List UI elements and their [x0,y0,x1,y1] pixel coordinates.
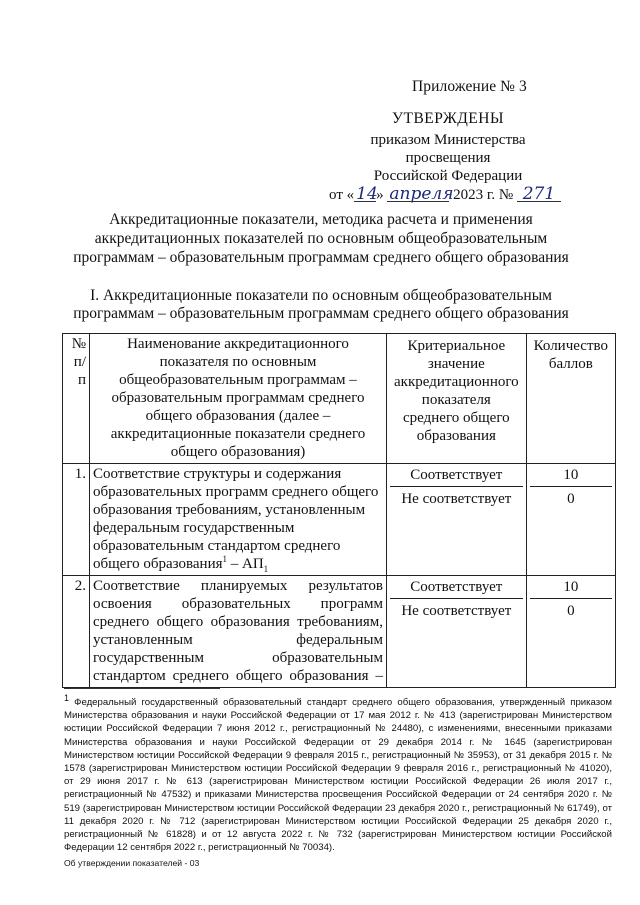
criterion-value: Не соответствует [401,603,512,619]
score-value: 0 [567,603,575,619]
document-title: Аккредитационные показатели, методика расчета и применения аккредитационных показателей по основным общеобразовательным программам – образовательным программам среднего общего образования [73,211,569,266]
header-number: № п/п [63,334,90,464]
date-prefix: от « [329,187,355,203]
approved-title: УТВЕРЖДЕНЫ [392,110,504,127]
header-score-text: Количество баллов [533,338,608,372]
footnote [64,692,612,854]
table-header-row [63,334,616,464]
indicators-table [62,333,616,688]
header-score [526,334,615,464]
table-row [63,464,616,576]
footnote-ref: 1 [222,554,227,564]
appendix-number: Приложение № 3 [412,78,527,95]
indicator-code-index: 1 [263,564,269,574]
row-number: 2. [63,576,90,688]
order-date-line [324,185,566,204]
criterion-value: Не соответствует [401,491,512,507]
footnote-text: Федеральный государственный образовательный стандарт среднего общего образования, утвержденный приказом Министерства образования и науки Российской Федерации от 17 мая 2012 г. № 413 (зарегистрирован Министерством юстиции Российской Федерации 7 июня 2012 г., регистрационный № 24480), с изменениями, внесенными приказами Министерства образования и науки Российской Федерации от 29 декабря 2014 г. № 1645 (зарегистрирован Министерством юстиции Российской Федерации 9 февраля 2015 г., регистрационный № 35953), от 31 декабря 2015 г. № 1578 (зарегистрирован Министерством юстиции Российской Федерации 9 февраля 2016 г., регистрационный № 41020), от 29 июня 2017 г. № 613 (зарегистрирован Министерством юстиции Российской Федерации 26 июля 2017 г., регистрационный № 47532) и приказами Министерства просвещения Российской Федерации от 24 сентября 2020 г. № 519 (зарегистрирован Министерством юстиции Российской Федерации 23 декабря 2020 г., регистрационный № 61749), от 11 декабря 2020 г. № 712 (зарегистрирован Министерством юстиции Российской Федерации 25 декабря 2020 г., регистрационный № 61828) и от 12 августа 2022 г. № 732 (зарегистрирован Министерством юстиции Российской Федерации 12 сентября 2022 г., регистрационный № 70034). [64,697,612,854]
row-indicator-text: Соответствие структуры и содержания образовательных программ среднего общего образования требованиям, установленным федеральным государственным образовательным стандартом среднего общего образования [93,466,379,572]
date-quote: » [376,187,384,203]
row-criteria [387,576,527,688]
date-year: 2023 г. № [449,187,517,203]
header-criterion [387,334,527,464]
score-value: 10 [530,577,612,599]
table-row [63,576,616,688]
footer-document-id: Об утверждении показателей - 03 [64,858,200,868]
criterion-value: Соответствует [390,465,523,487]
score-value: 0 [567,491,575,507]
order-issuer-line2: Российской Федерации [373,168,523,184]
indicator-code: – АП [227,556,264,572]
row-scores [526,464,615,576]
handwritten-order-number: 271 [517,185,561,203]
criterion-value: Соответствует [390,577,523,599]
order-issuer-line1: приказом Министерства просвещения [370,132,526,166]
row-indicator-name [90,464,387,576]
section-heading: I. Аккредитационные показатели по основным общеобразовательным программам – образовательным программам среднего общего образования [73,287,569,322]
row-number: 1. [63,464,90,576]
score-value: 10 [530,465,612,487]
footnote-divider [64,688,220,689]
approval-stamp-block [330,110,566,204]
handwritten-month: апреля [389,184,454,204]
header-name: Наименование аккредитационного показателя по основным общеобразовательным программам – образовательным программам среднего общего образования (далее – аккредитационные показатели среднего общего образования) [90,334,387,464]
handwritten-day: 14 [356,184,378,204]
header-criterion-text: Критериальное значение аккредитационного показателя среднего общего образования [394,338,519,444]
row-criteria [387,464,527,576]
row-scores [526,576,615,688]
footnote-marker: 1 [64,692,70,703]
row-indicator-name: Соответствие планируемых результатов освоения образовательных программ среднего общего образования требованиям, установленным федеральным государственным образовательным стандартом среднего общего образования – [90,576,387,688]
